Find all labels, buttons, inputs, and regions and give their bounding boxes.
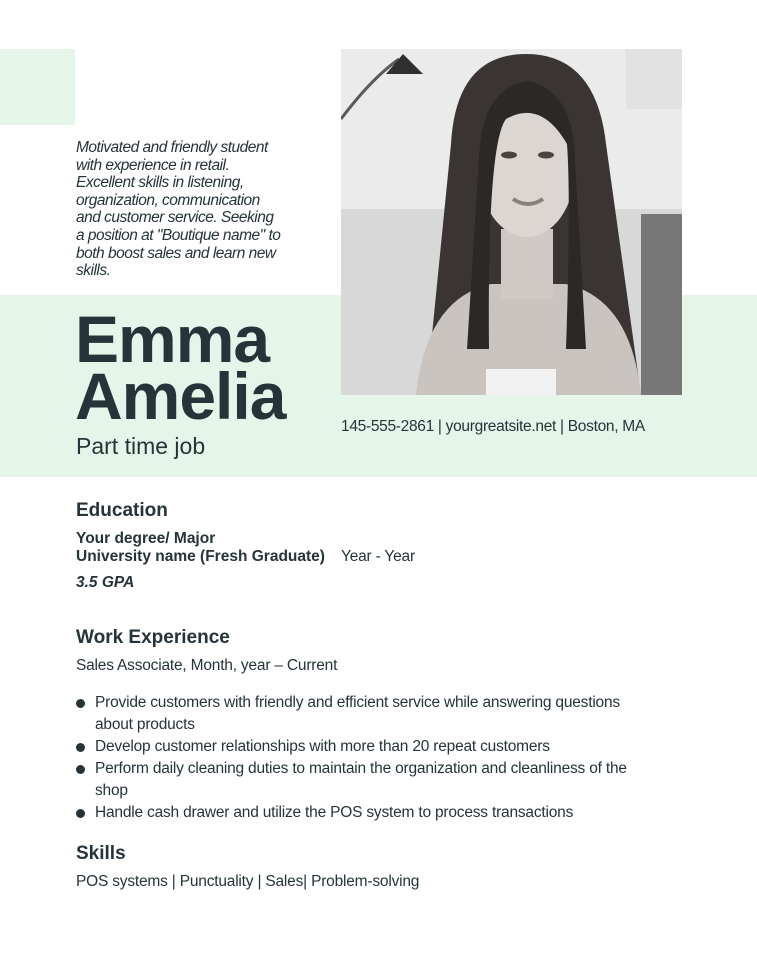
gpa: 3.5 GPA (76, 574, 135, 591)
last-name: Amelia (75, 359, 286, 433)
accent-block-top (0, 49, 75, 125)
skills-list: POS systems | Punctuality | Sales| Problem-solving (76, 873, 420, 890)
profile-summary: Motivated and friendly student with experience in retail. Excellent skills in listening, organization, communication and customer service. Seeking a position at "Boutique name" to both boost sales and learn new skills. (76, 139, 281, 280)
work-role: Sales Associate, Month, year – Current (76, 657, 338, 674)
education-years: Year - Year (341, 548, 415, 565)
degree: Your degree/ Major (76, 530, 216, 547)
first-name: Emma (75, 302, 270, 376)
contact-info: 145-555-2861 | yourgreatsite.net | Boston, MA (341, 418, 645, 435)
work-bullets (76, 692, 646, 824)
profile-photo (341, 49, 682, 395)
portrait-photo-icon (341, 49, 682, 395)
job-subtitle: Part time job (76, 433, 206, 459)
list-item: Handle cash drawer and utilize the POS system to process transactions (76, 802, 646, 824)
list-item: Develop customer relationships with more than 20 repeat customers (76, 736, 646, 758)
work-heading: Work Experience (76, 627, 230, 648)
education-heading: Education (76, 500, 168, 521)
list-item: Provide customers with friendly and efficient service while answering questions about products (76, 692, 646, 736)
skills-heading: Skills (76, 843, 126, 864)
university-name: University name (Fresh Graduate) (76, 548, 325, 565)
list-item: Perform daily cleaning duties to maintain the organization and cleanliness of the shop (76, 758, 646, 802)
